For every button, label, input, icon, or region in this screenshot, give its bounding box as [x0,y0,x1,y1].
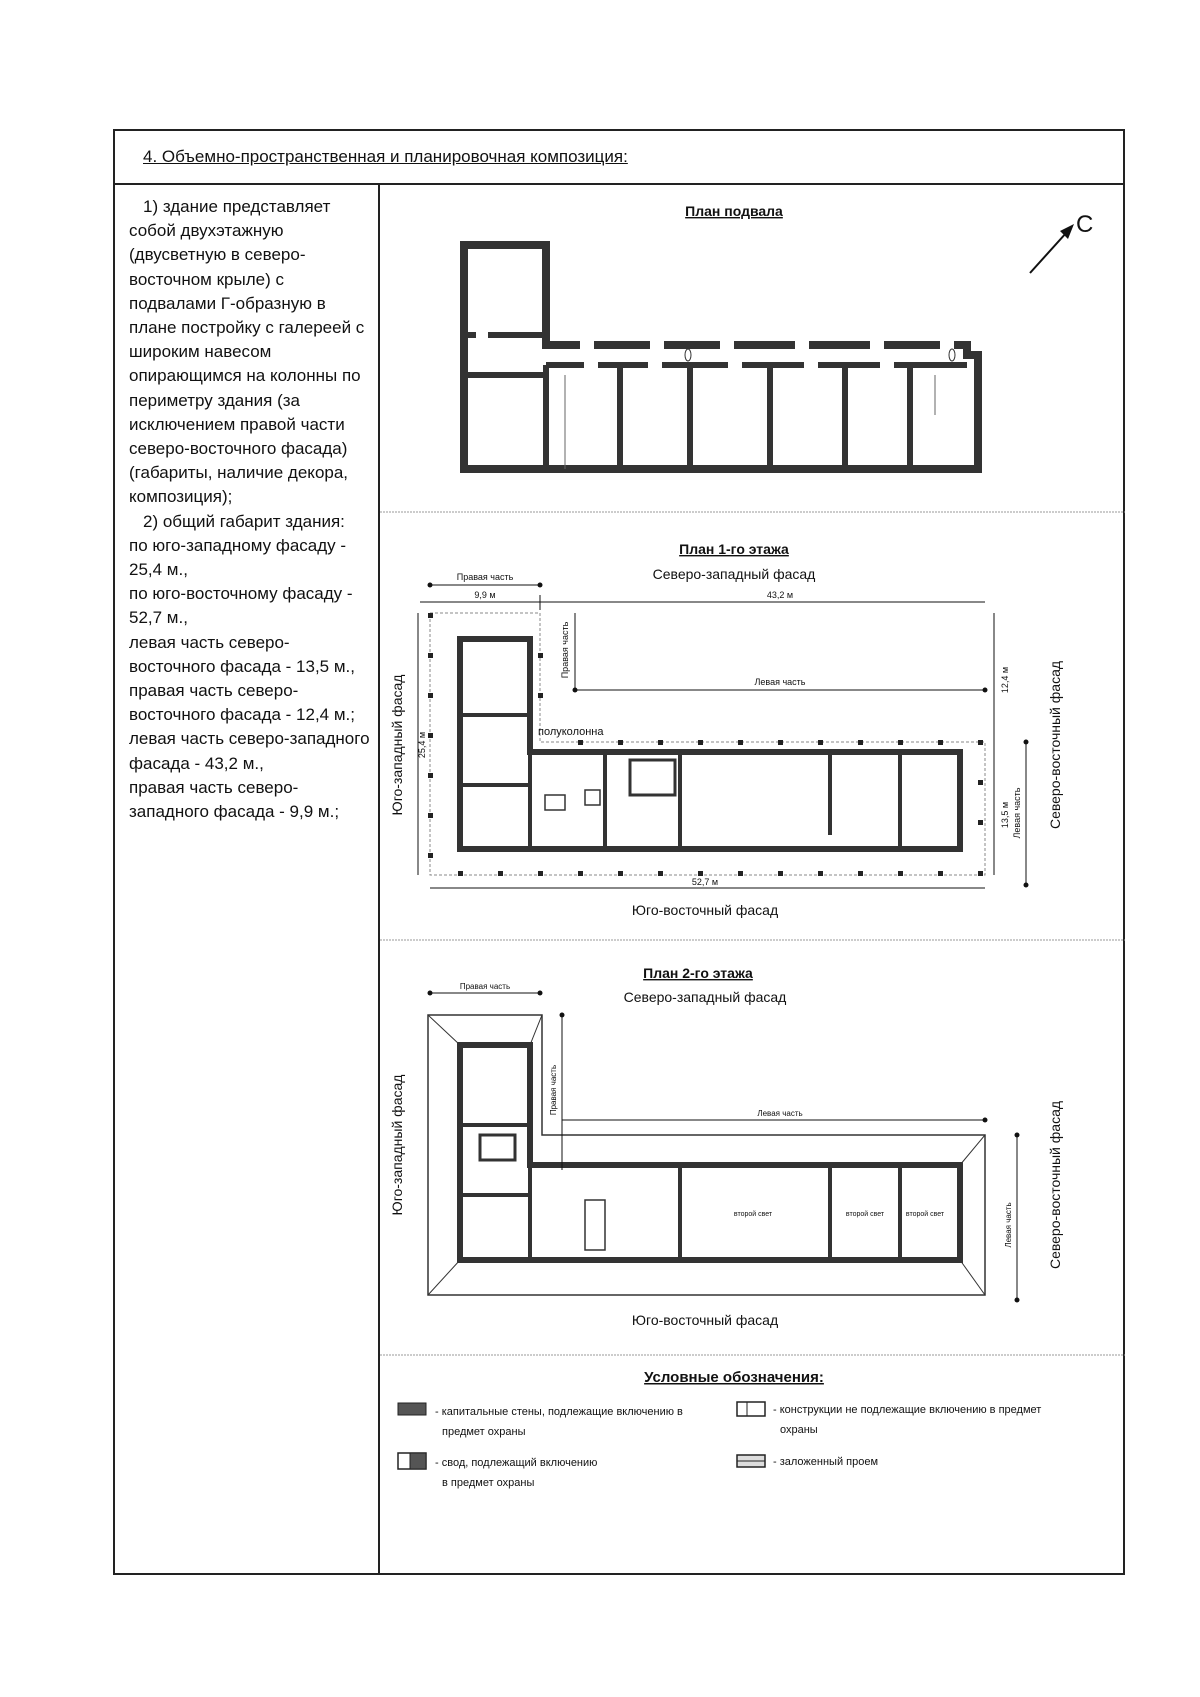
description-line: правая часть северо-западного фасада - 9,9 м.; [129,777,340,822]
floor2-ne-facade: Северо-восточный фасад [1047,1100,1063,1270]
floor1-se-facade: Юго-восточный фасад [631,902,779,918]
floor2-right-part-vertical: Правая часть [549,1064,558,1116]
floor1-dim-432: 43,2 м [766,590,794,600]
description-column [115,185,380,1573]
floor1-dim-527: 52,7 м [691,877,719,887]
floor2-sw-facade: Юго-западный фасад [389,1074,405,1216]
north-label: С [1076,211,1094,238]
floor2-outer-wall [460,1045,960,1260]
basement-plan-title: План подвала [685,203,783,219]
floor1-ne-facade: Северо-восточный фасад [1047,660,1063,830]
floor1-dim-135: 13,5 м [1000,801,1010,829]
floor1-dim-99: 9,9 м [474,590,496,600]
section-title: 4. Объемно-пространственная и планировочная композиция: [143,147,628,166]
document-frame [113,129,1125,1575]
floor1-left-part-vertical: Левая часть [1012,787,1022,839]
description-para-2: 2) общий габарит здания: [143,511,345,531]
description-line: правая часть северо-восточного фасада - 12,4 м.; [129,681,355,725]
floor2-plan [389,965,1063,1328]
floor2-left-part-vertical: Левая часть [1004,1202,1013,1248]
section-header [115,131,1123,185]
legend-swatch-capital-walls [398,1403,426,1415]
plans-drawing [380,185,1125,1575]
floor1-sw-facade: Юго-западный фасад [389,674,405,816]
floor2-second-light-3: второй свет [905,1211,945,1218]
floor2-right-part-label: Правая часть [459,982,511,991]
legend-item1-line2: предмет охраны [442,1426,526,1438]
legend-title: Условные обозначения: [644,1369,824,1386]
floor1-outer-wall [460,639,960,849]
legend [398,1369,1041,1489]
floor1-plan [389,541,1063,918]
legend-item3-line2: в предмет охраны [442,1477,535,1489]
floor1-semi-column-label: полуколонна [538,726,604,738]
description-line: левая часть северо-западного фасада - 43,2 м., [129,729,370,773]
floor2-se-facade: Юго-восточный фасад [631,1312,779,1328]
description-line: по юго-западному фасаду - 25,4 м., [129,535,347,580]
description-text [129,195,374,824]
floor2-plan-title: План 2-го этажа [643,965,753,981]
floor1-nw-facade: Северо-западный фасад [652,566,816,582]
floor2-left-part-label: Левая часть [757,1109,803,1118]
legend-swatch-unprotected [737,1402,765,1416]
floor1-dim-124: 12,4 м [1000,666,1010,694]
floor1-right-part-label: Правая часть [456,572,514,582]
legend-item2-line2: охраны [780,1424,818,1436]
description-line: левая часть северо-восточного фасада - 13,5 м., [129,632,355,676]
legend-item2-line1: - конструкции не подлежащие включению в предмет [773,1404,1042,1416]
north-arrow [1030,211,1093,273]
drawings-column [380,185,1123,1573]
floor2-second-light-1: второй свет [733,1211,773,1218]
floor1-plan-title: План 1-го этажа [679,541,789,557]
floor1-left-part-label: Левая часть [754,677,806,687]
floor1-dim-254: 25,4 м [417,731,427,759]
legend-item4-line1: - заложенный проем [773,1456,879,1468]
legend-item1-line1: - капитальные стены, подлежащие включению в [435,1406,683,1418]
legend-item3-line1: - свод, подлежащий включению [435,1457,598,1469]
basement-outer-wall [464,245,978,469]
floor2-nw-facade: Северо-западный фасад [623,989,787,1005]
basement-plan [464,203,1093,469]
description-line: по юго-восточному фасаду - 52,7 м., [129,584,353,628]
floor1-right-part-vertical: Правая часть [560,621,570,679]
description-para-1: 1) здание представляет собой двухэтажную (двусветную в северо-восточном крыле) с подвалами Г-образную в плане постройку с галереей с широким навесом опирающимся на колонны по периметру здания (за исключением правой части северо-восточного фасада) (габариты, наличие декора, композиция); [129,197,365,507]
floor2-second-light-2: второй свет [845,1211,885,1218]
